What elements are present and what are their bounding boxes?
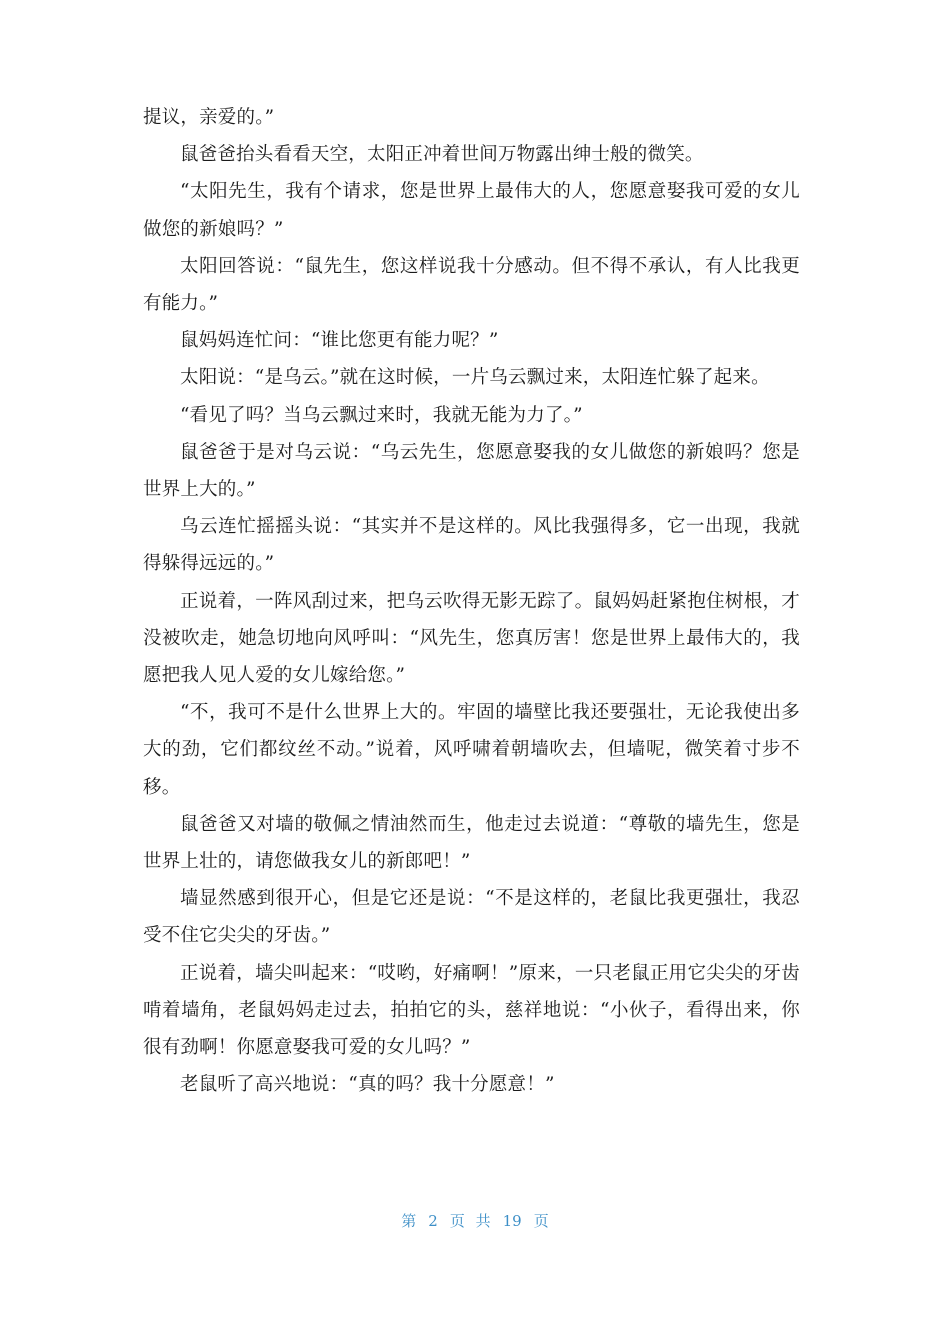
footer-middle: 页 共 [449, 1212, 491, 1230]
paragraph-10: 正说着，一阵风刮过来，把乌云吹得无影无踪了。鼠妈妈赶紧抱住树根，才没被吹走，她急切地向风呼叫：“风先生，您真厉害！您是世界上最伟大的，我愿把我人见人爱的女儿嫁给您。” [143, 590, 800, 687]
paragraph-3: “太阳先生，我有个请求，您是世界上最伟大的人，您愿意娶我可爱的女儿做您的新娘吗？” [143, 181, 800, 240]
footer-prefix: 第 [401, 1212, 417, 1230]
page-footer [0, 1210, 950, 1231]
paragraph-14: 正说着，墙尖叫起来：“哎哟，好痛啊！”原来，一只老鼠正用它尖尖的牙齿啃着墙角，老鼠妈妈走过去，拍拍它的头，慈祥地说：“小伙子，看得出来，你很有劲啊！你愿意娶我可爱的女儿吗？” [143, 962, 800, 1059]
document-body [143, 99, 800, 1103]
paragraph-7: “看见了吗？当乌云飘过来时，我就无能为力了。” [180, 404, 583, 426]
paragraph-13: 墙显然感到很开心，但是它还是说：“不是这样的，老鼠比我更强壮，我忍受不住它尖尖的牙齿。” [143, 888, 800, 947]
paragraph-11: “不，我可不是什么世界上大的。牢固的墙壁比我还要强壮，无论我使出多大的劲，它们都纹丝不动。”说着，风呼啸着朝墙吹去，但墙呢，微笑着寸步不移。 [143, 702, 800, 798]
footer-total-pages: 19 [502, 1212, 522, 1230]
paragraph-12: 鼠爸爸又对墙的敬佩之情油然而生，他走过去说道：“尊敬的墙先生，您是世界上壮的，请您做我女儿的新郎吧！” [143, 813, 800, 873]
footer-suffix: 页 [533, 1212, 549, 1230]
footer-page-number: 2 [428, 1212, 438, 1230]
paragraph-9: 乌云连忙摇摇头说：“其实并不是这样的。风比我强得多，它一出现，我就得躲得远远的。” [143, 516, 800, 575]
paragraph-5: 鼠妈妈连忙问：“谁比您更有能力呢？” [180, 330, 499, 352]
paragraph-6: 太阳说：“是乌云。”就在这时候，一片乌云飘过来，太阳连忙躲了起来。 [180, 367, 770, 389]
paragraph-15: 老鼠听了高兴地说：“真的吗？我十分愿意！” [180, 1074, 555, 1096]
paragraph-8: 鼠爸爸于是对乌云说：“乌云先生，您愿意娶我的女儿做您的新娘吗？您是世界上大的。” [143, 441, 800, 501]
paragraph-1: 提议，亲爱的。” [143, 107, 275, 128]
paragraph-2: 鼠爸爸抬头看看天空，太阳正冲着世间万物露出绅士般的微笑。 [180, 144, 704, 166]
paragraph-4: 太阳回答说：“鼠先生，您这样说我十分感动。但不得不承认，有人比我更有能力。” [143, 255, 800, 315]
